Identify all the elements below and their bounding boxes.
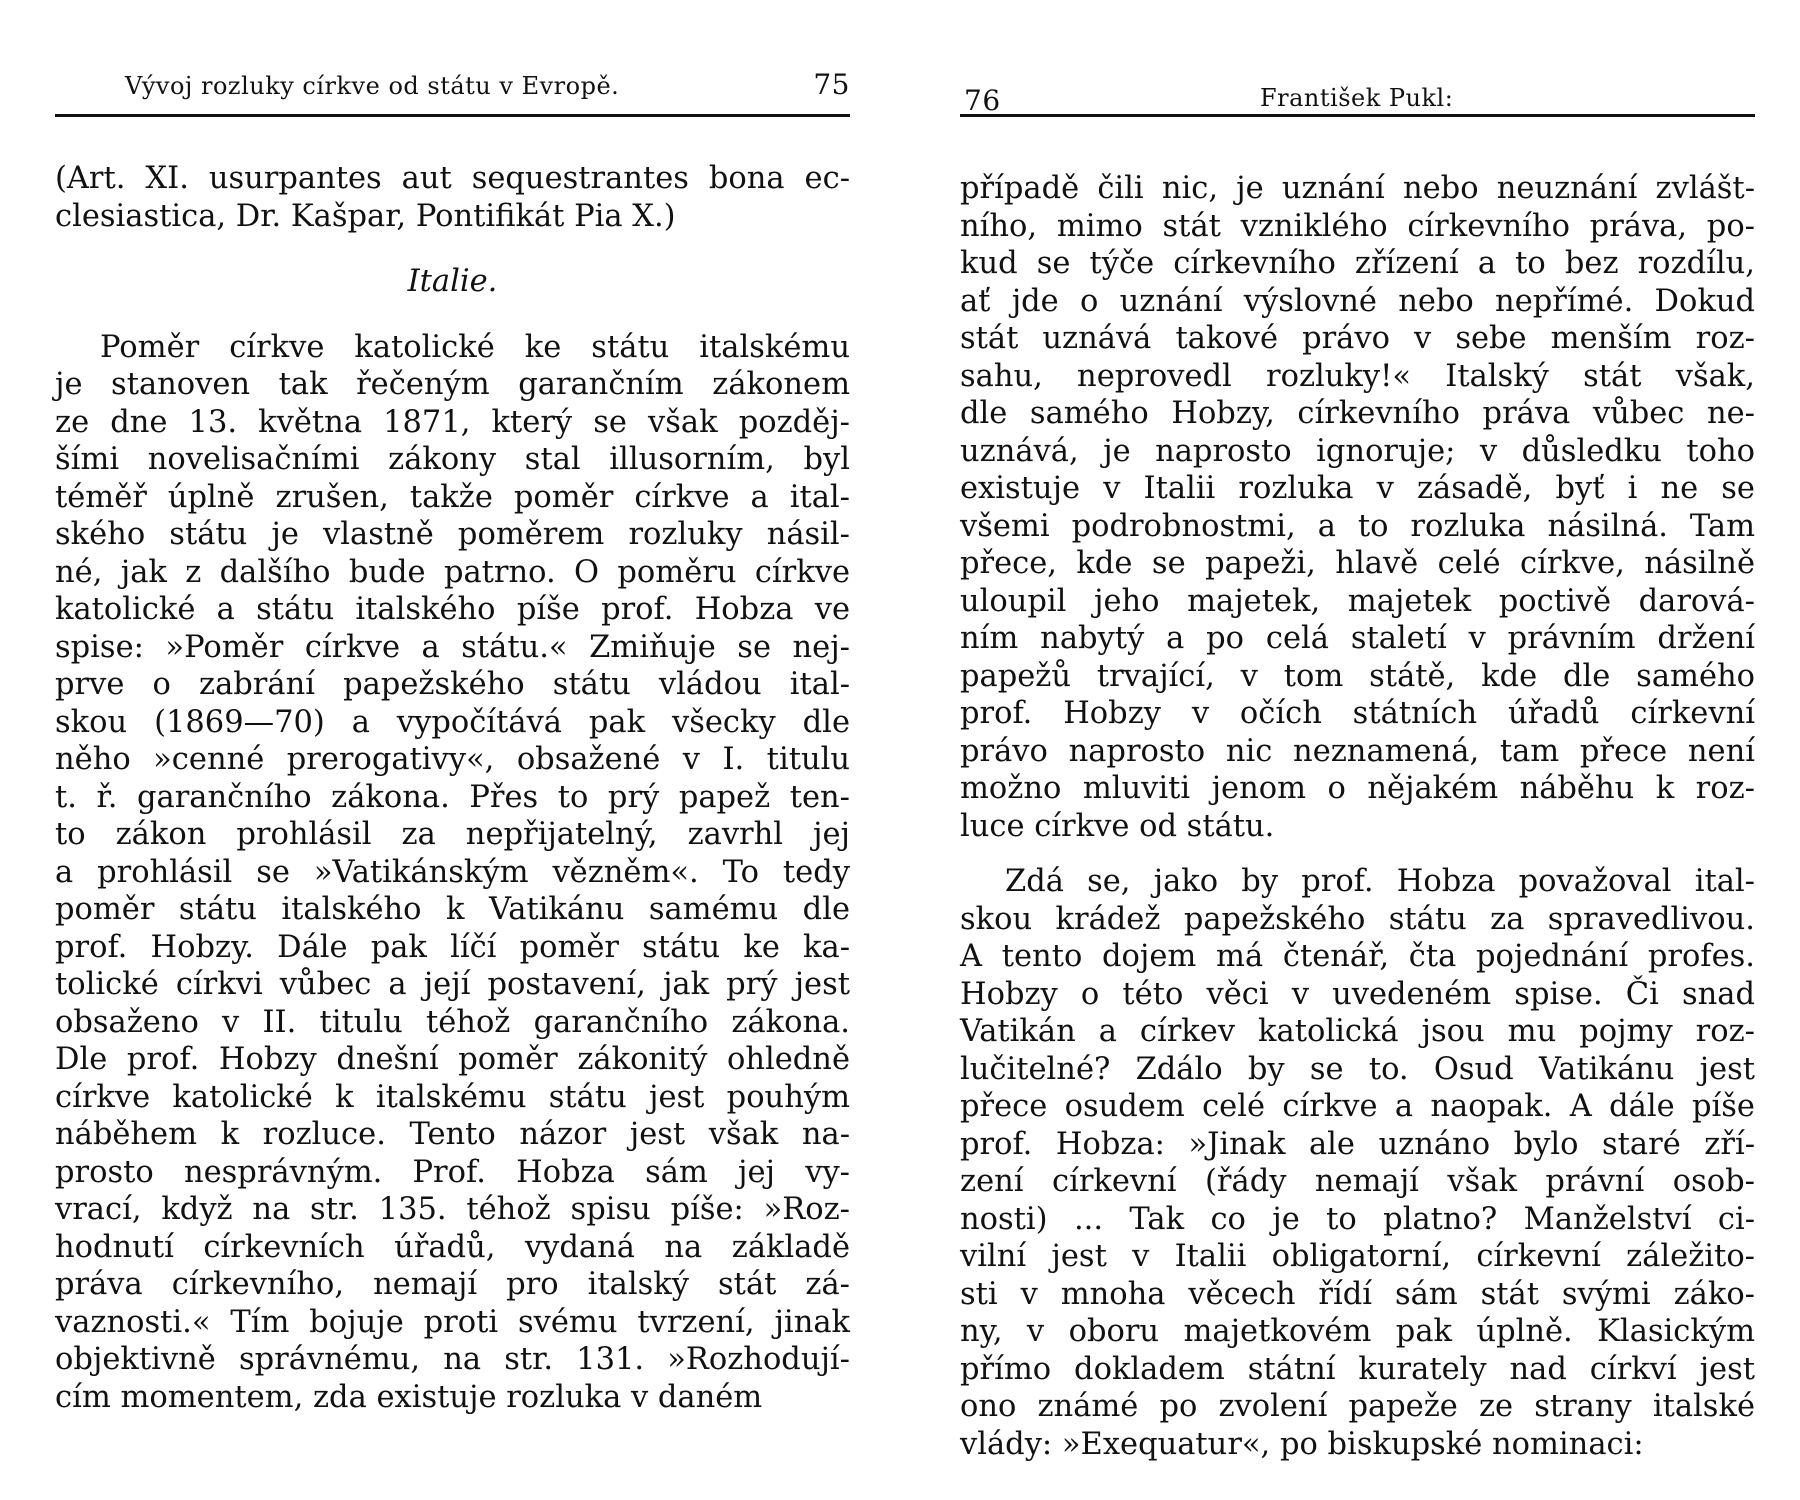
text-line: Zdá se, jako by prof. Hobza považoval ital-	[1005, 864, 1755, 899]
text-line: to zákon prohlásil za nepřijatelný, zavrhl jej	[55, 817, 850, 852]
text-line: vlády: »Exequatur«, po biskupské nominaci:	[960, 1426, 1644, 1462]
text-line: prve o zabrání papežského státu vládou ital-	[55, 667, 850, 702]
text-line: ního, mimo stát vzniklého církevního práva, po-	[960, 208, 1755, 244]
text-line: skou krádež papežského státu za spravedlivou.	[960, 901, 1755, 937]
text-line: cím momentem, zda existuje rozluka v daném	[55, 1379, 763, 1415]
left-running-title: Vývoj rozluky církve od státu v Evropě.	[125, 72, 620, 100]
text-line: prof. Hobzy v očích státních úřadů církevní	[960, 696, 1755, 731]
text-line: ono známé po zvolení papeže ze strany italské	[960, 1389, 1755, 1424]
text-line: vrací, když na str. 135. téhož spisu píše: »Roz-	[55, 1192, 850, 1227]
text-line: uznává, je naprosto ignoruje; v důsledku toho	[960, 433, 1755, 469]
paragraph	[55, 329, 850, 1417]
text-line: (Art. XI. usurpantes aut sequestrantes bona ec-	[55, 161, 850, 196]
text-line: zení církevní (řády nemají však právní osob-	[960, 1164, 1755, 1199]
text-line: clesiastica, Dr. Kašpar, Pontifikát Pia X.)	[55, 198, 676, 234]
text-line: a prohlásil se »Vatikánským vězněm«. To tedy	[55, 854, 850, 890]
right-running-title: František Pukl:	[1260, 84, 1454, 112]
text-line: ského státu je vlastně poměrem rozluky násil-	[55, 517, 850, 552]
text-line: náběhem k rozluce. Tento názor jest však na-	[55, 1117, 850, 1152]
text-line: ny, v oboru majetkovém pak úplně. Klasickým	[960, 1314, 1755, 1349]
text-line: přímo dokladem státní kurately nad církví jest	[960, 1351, 1755, 1387]
section-heading: Italie.	[407, 264, 498, 299]
text-line: Poměr církve katolické ke státu italskému	[100, 329, 850, 365]
text-line: obsaženo v II. titulu téhož garančního zákona.	[55, 1004, 850, 1040]
left-page-header	[55, 64, 850, 117]
text-line: luce církve od státu.	[960, 808, 1275, 844]
text-line: katolické a státu italského píše prof. Hobza ve	[55, 592, 850, 627]
text-line: Dle prof. Hobzy dnešní poměr zákonitý ohledně	[55, 1042, 850, 1077]
text-line: prosto nesprávným. Prof. Hobza sám jej vy-	[55, 1154, 850, 1190]
left-page	[55, 0, 850, 1500]
text-line: stát uznává takové právo v sebe menším roz-	[960, 321, 1755, 356]
text-line: přece osudem celé církve a naopak. A dále píše	[960, 1089, 1755, 1124]
text-line: téměř úplně zrušen, takže poměr církve a ital-	[55, 479, 850, 515]
text-line: tolické církvi vůbec a její postavení, jak prý jest	[55, 967, 850, 1002]
right-page-body	[960, 170, 1755, 1463]
text-line: prof. Hobzy. Dále pak líčí poměr státu ke ka-	[55, 929, 850, 965]
text-line: A tento dojem má čtenář, čta pojednání profes.	[960, 939, 1755, 974]
text-line: existuje v Italii rozluka v zásadě, byť i ne se	[960, 471, 1755, 506]
text-line: spise: »Poměr církve a státu.« Zmiňuje se nej-	[55, 629, 850, 665]
text-line: šími novelisačními zákony stal illusorním, byl	[55, 442, 850, 477]
text-line: nosti) ... Tak co je to platno? Manželství ci-	[960, 1201, 1755, 1237]
right-page-number: 76	[964, 84, 1001, 117]
text-line: lučitelné? Zdálo by se to. Osud Vatikánu jest	[960, 1051, 1755, 1087]
text-line: dle samého Hobzy, církevního práva vůbec ne-	[960, 396, 1755, 431]
text-line: objektivně správnému, na str. 131. »Rozhodují-	[55, 1342, 850, 1377]
text-line: t. ř. garančního zákona. Přes to prý papež ten-	[55, 779, 850, 815]
text-line: Hobzy o této věci v uvedeném spise. Či snad	[960, 976, 1755, 1012]
text-line: je stanoven tak řečeným garančním zákonem	[55, 367, 850, 402]
text-line: ať jde o uznání výslovné nebo nepřímé. Dokud	[960, 283, 1755, 319]
paragraph	[960, 170, 1755, 845]
text-line: práva církevního, nemají pro italský stát zá-	[55, 1267, 850, 1302]
paragraph	[960, 863, 1755, 1463]
text-line: hodnutí církevních úřadů, vydaná na základě	[55, 1229, 850, 1265]
text-line: Vatikán a církev katolická jsou mu pojmy roz-	[960, 1014, 1755, 1049]
text-line: možno mluviti jenom o nějakém náběhu k roz-	[960, 771, 1755, 806]
text-line: právo naprosto nic neznamená, tam přece není	[960, 733, 1755, 769]
text-line: papežů trvající, v tom státě, kde dle samého	[960, 658, 1755, 694]
text-line: prof. Hobza: »Jinak ale uznáno bylo staré zří-	[960, 1126, 1755, 1162]
text-line: poměr státu italského k Vatikánu samému dle	[55, 892, 850, 927]
text-line: vaznosti.« Tím bojuje proti svému tvrzení, jinak	[55, 1304, 850, 1340]
text-line: skou (1869—70) a vypočítává pak všecky dle	[55, 704, 850, 740]
text-line: všemi podrobnostmi, a to rozluka násilná. Tam	[960, 508, 1755, 544]
left-page-body	[55, 160, 850, 1416]
text-line: církve katolické k italskému státu jest pouhým	[55, 1079, 850, 1115]
text-line: něho »cenné prerogativy«, obsažené v I. titulu	[55, 742, 850, 777]
right-page-header	[960, 64, 1755, 117]
text-line: vilní jest v Italii obligatorní, církevní záležito-	[960, 1239, 1755, 1274]
text-line: přece, kde se papeži, hlavě celé církve, násilně	[960, 546, 1755, 581]
text-line: kud se týče církevního zřízení a to bez rozdílu,	[960, 246, 1755, 281]
text-line: né, jak z dalšího bude patrno. O poměru církve	[55, 554, 850, 590]
text-line: případě čili nic, je uznání nebo neuznání zvlášt-	[960, 171, 1755, 206]
text-line: uloupil jeho majetek, majetek poctivě darová-	[960, 583, 1755, 619]
text-line: sahu, neprovedl rozluky!« Italský stát však,	[960, 358, 1755, 394]
text-line: ním nabytý a po celá staletí v právním držení	[960, 621, 1755, 656]
left-page-number: 75	[813, 68, 850, 101]
text-line: ze dne 13. května 1871, který se však pozděj-	[55, 404, 850, 440]
right-page	[960, 0, 1755, 1500]
text-line: sti v mnoha věcech řídí sám stát svými záko-	[960, 1276, 1755, 1312]
